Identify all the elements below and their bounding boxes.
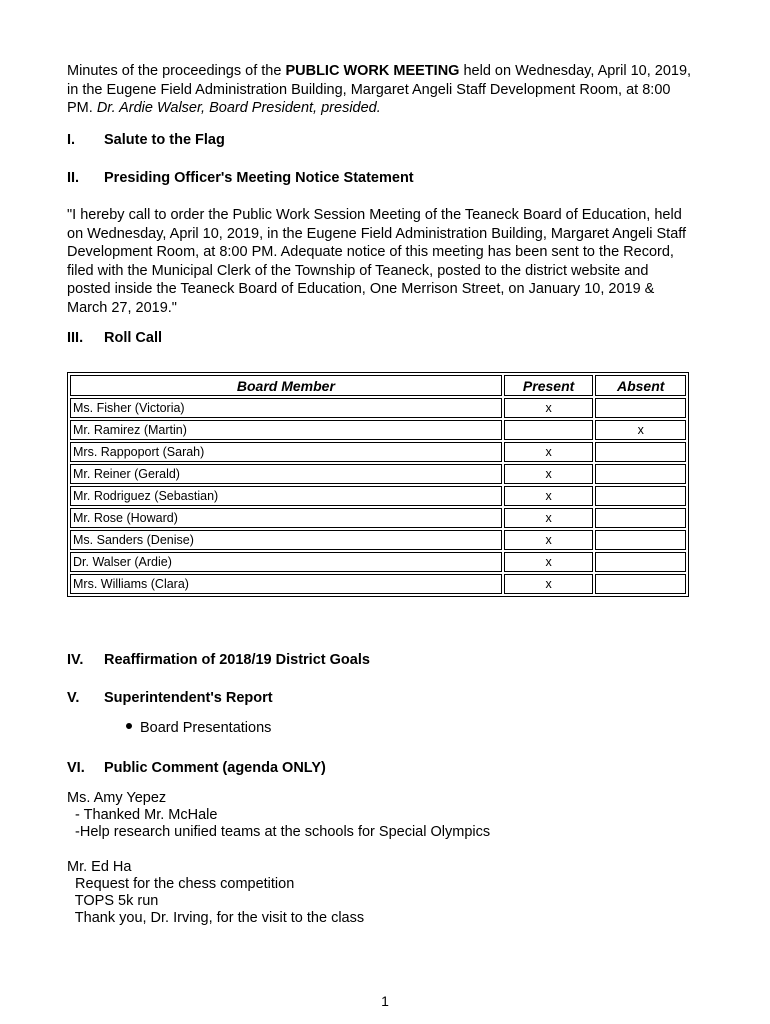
header-absent: Absent bbox=[595, 375, 686, 396]
present-mark: x bbox=[504, 486, 594, 506]
absent-mark bbox=[595, 530, 686, 550]
section-number: II. bbox=[67, 170, 80, 186]
absent-mark bbox=[595, 574, 686, 594]
absent-mark bbox=[595, 442, 686, 462]
section-title: Roll Call bbox=[104, 330, 163, 346]
section-title: Presiding Officer's Meeting Notice Statement bbox=[104, 170, 414, 186]
comment-line: Request for the chess competition bbox=[67, 876, 295, 892]
intro-paragraph bbox=[67, 62, 697, 118]
commenter-name: Ms. Amy Yepez bbox=[67, 790, 167, 806]
meeting-type: PUBLIC WORK MEETING bbox=[285, 63, 460, 79]
absent-mark bbox=[595, 552, 686, 572]
commenter-name: Mr. Ed Ha bbox=[67, 859, 132, 875]
section-heading-1 bbox=[67, 131, 225, 149]
presided-statement: Dr. Ardie Walser, Board President, presided. bbox=[96, 100, 381, 116]
section-title: Salute to the Flag bbox=[104, 132, 225, 148]
present-mark: x bbox=[504, 398, 594, 418]
comment-line: -Help research unified teams at the schools for Special Olympics bbox=[67, 824, 491, 840]
bullet-icon bbox=[126, 723, 132, 729]
absent-mark bbox=[595, 464, 686, 484]
bullet-item bbox=[126, 720, 271, 736]
absent-mark bbox=[595, 486, 686, 506]
present-mark: x bbox=[504, 442, 594, 462]
section-heading-2 bbox=[67, 169, 414, 187]
section-heading-3 bbox=[67, 329, 162, 347]
absent-mark bbox=[595, 398, 686, 418]
member-name: Mr. Reiner (Gerald) bbox=[70, 464, 502, 484]
page-number: 1 bbox=[381, 993, 389, 1009]
section-title: Superintendent's Report bbox=[104, 690, 273, 706]
section-number: III. bbox=[67, 330, 84, 346]
member-name: Mr. Rodriguez (Sebastian) bbox=[70, 486, 502, 506]
section-number: IV. bbox=[67, 652, 84, 668]
member-name: Mrs. Williams (Clara) bbox=[70, 574, 502, 594]
table-row bbox=[70, 398, 686, 418]
present-mark bbox=[504, 420, 594, 440]
table-header-row bbox=[70, 375, 686, 396]
intro-prefix: Minutes of the proceedings of the bbox=[67, 63, 286, 79]
header-board-member: Board Member bbox=[70, 375, 502, 396]
comment-line: Thank you, Dr. Irving, for the visit to the class bbox=[67, 910, 365, 926]
section-title: Reaffirmation of 2018/19 District Goals bbox=[104, 652, 370, 668]
comment-line: - Thanked Mr. McHale bbox=[67, 807, 218, 823]
member-name: Mr. Rose (Howard) bbox=[70, 508, 502, 528]
member-name: Ms. Sanders (Denise) bbox=[70, 530, 502, 550]
present-mark: x bbox=[504, 574, 594, 594]
table-row bbox=[70, 574, 686, 594]
section-number: VI. bbox=[67, 760, 85, 776]
bullet-text: Board Presentations bbox=[140, 720, 272, 736]
present-mark: x bbox=[504, 464, 594, 484]
roll-call-table bbox=[67, 372, 689, 597]
table-row bbox=[70, 442, 686, 462]
table-row bbox=[70, 486, 686, 506]
absent-mark bbox=[595, 508, 686, 528]
section-heading-5 bbox=[67, 689, 273, 707]
present-mark: x bbox=[504, 552, 594, 572]
member-name: Mr. Ramirez (Martin) bbox=[70, 420, 502, 440]
notice-statement: "I hereby call to order the Public Work Session Meeting of the Teaneck Board of Education, held on Wednesday, April 10, 2019, in the Eugene Field Administration Building, Margaret Angeli Staff Development Room, at 8:00 PM. Adequate notice of this meeting has been sent to the Record, filed with the Municipal Clerk of the Township of Teaneck, posted to the district website and posted inside the Teaneck Board of Education, One Merrison Street, on January 10, 2019 & March 27, 2019." bbox=[67, 207, 687, 316]
section-number: V. bbox=[67, 690, 80, 706]
table-row bbox=[70, 508, 686, 528]
table-row bbox=[70, 552, 686, 572]
present-mark: x bbox=[504, 530, 594, 550]
table-row bbox=[70, 464, 686, 484]
header-present: Present bbox=[504, 375, 594, 396]
comment-line: TOPS 5k run bbox=[67, 893, 159, 909]
table-row bbox=[70, 420, 686, 440]
intro-middle: held on Wednesday, April 10, 2019, in the Eugene Field Administration Building, Margaret Angeli Staff Development Room, at 8:00 PM. bbox=[67, 63, 692, 116]
absent-mark: x bbox=[595, 420, 686, 440]
member-name: Ms. Fisher (Victoria) bbox=[70, 398, 502, 418]
member-name: Mrs. Rappoport (Sarah) bbox=[70, 442, 502, 462]
section-heading-6 bbox=[67, 759, 326, 777]
section-number: I. bbox=[67, 132, 76, 148]
present-mark: x bbox=[504, 508, 594, 528]
section-heading-4 bbox=[67, 651, 370, 669]
table-row bbox=[70, 530, 686, 550]
section-title: Public Comment (agenda ONLY) bbox=[104, 760, 326, 776]
member-name: Dr. Walser (Ardie) bbox=[70, 552, 502, 572]
